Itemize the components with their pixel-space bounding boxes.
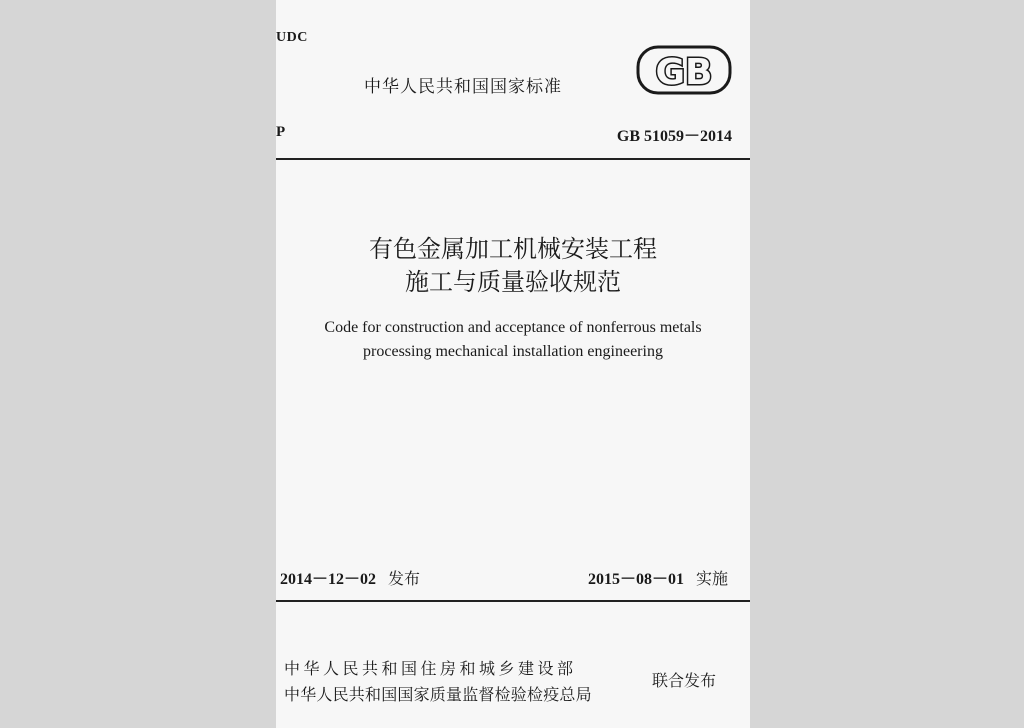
implement-label: 实施	[695, 569, 728, 588]
joint-issue-label: 联合发布	[652, 671, 717, 690]
gb-logo-icon	[636, 44, 732, 96]
issue-date: 2014－12－02	[280, 571, 377, 588]
category-code: P	[276, 124, 286, 140]
implement-date-block	[588, 566, 728, 589]
top-divider	[276, 158, 750, 160]
issuer-ministry: 中华人民共和国住房和城乡建设部	[284, 659, 577, 678]
title-zh-line2: 施工与质量验收规范	[405, 268, 621, 296]
implement-date: 2015－08－01	[587, 571, 684, 588]
title-en-line2: processing mechanical installation engineering	[363, 343, 663, 360]
title-zh-line1: 有色金属加工机械安装工程	[369, 235, 657, 263]
issue-label: 发布	[388, 569, 421, 588]
title-en-line1: Code for construction and acceptance of nonferrous metals	[324, 319, 702, 336]
gb-logo-text: GB	[655, 52, 713, 93]
bottom-divider	[276, 600, 750, 602]
standard-cover-page	[276, 0, 750, 728]
issuer-aqsiq: 中华人民共和国国家质量监督检验检疫总局	[284, 685, 592, 704]
issue-date-block	[280, 566, 420, 589]
national-standard-heading: 中华人民共和国国家标准	[364, 77, 562, 97]
standard-number: GB 51059－2014	[616, 128, 732, 145]
udc-label: UDC	[276, 30, 308, 45]
